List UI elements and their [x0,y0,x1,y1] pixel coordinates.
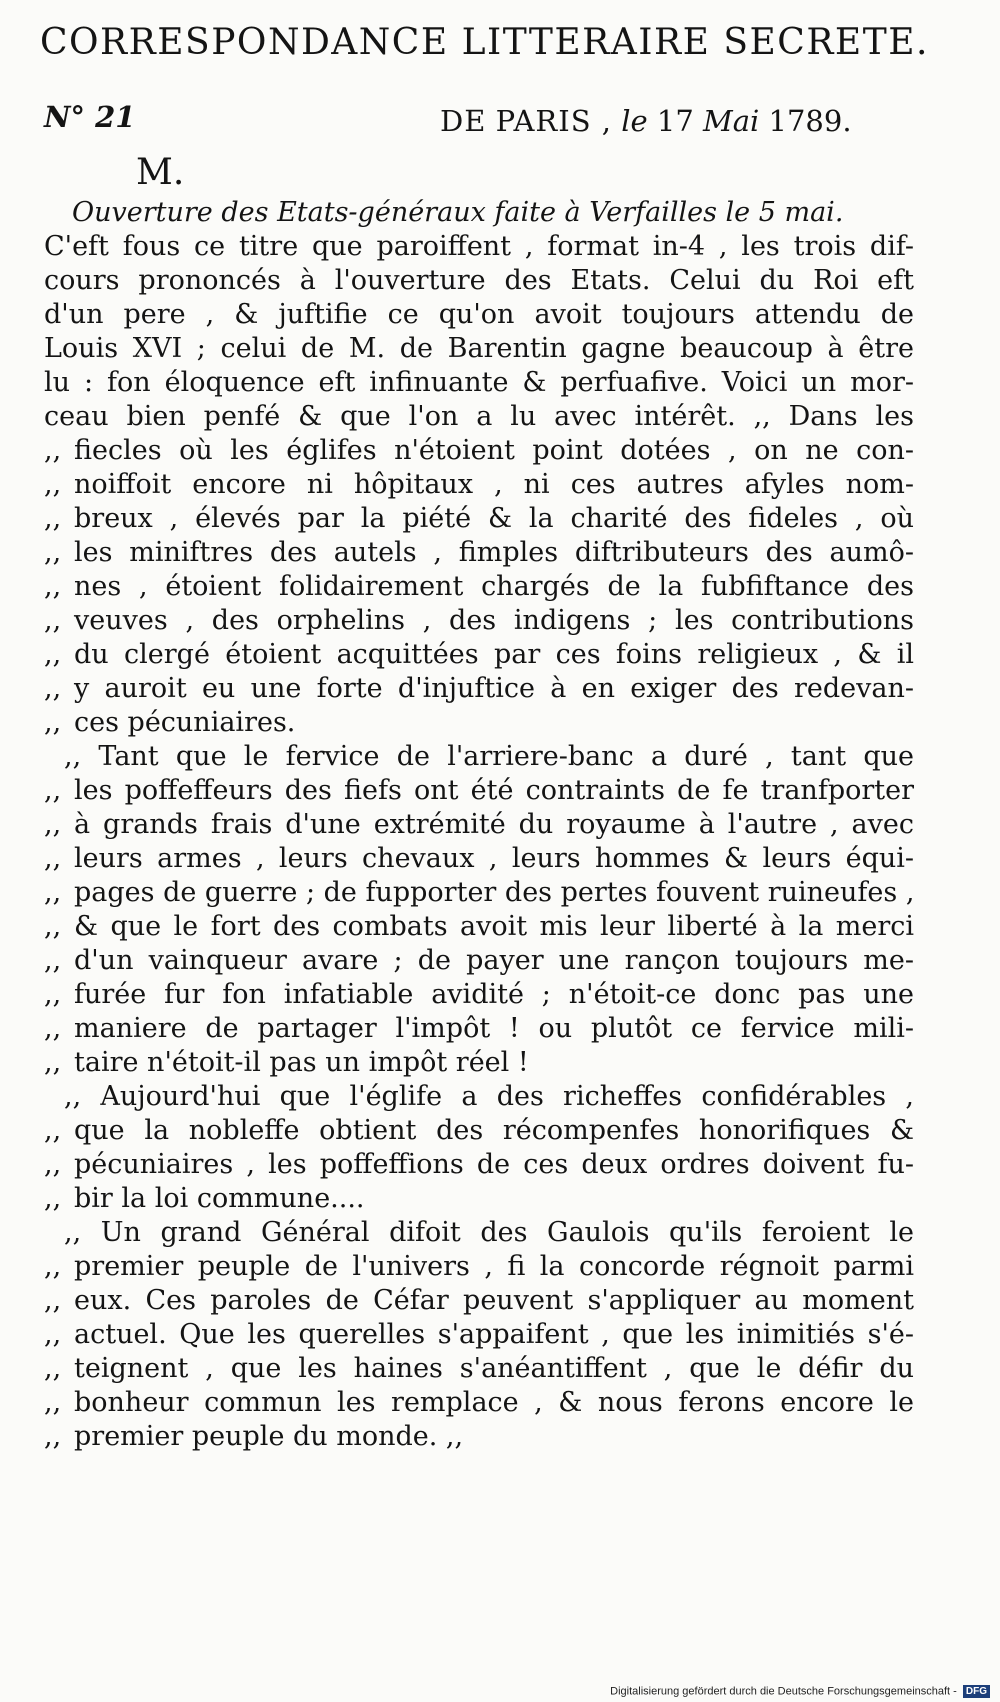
text-line [44,808,914,842]
line-text: premier peuple du monde. ,, [74,1421,464,1452]
line-text: leurs armes , leurs chevaux , leurs hommes & leurs équi- [74,843,914,874]
signature-letter: M. [136,152,185,193]
text-line [44,842,914,876]
dateline-city: PARIS , [495,104,613,138]
dateline-date: 17 [656,104,694,138]
article-body [44,196,914,1454]
quote-mark: ,, [44,1047,62,1078]
quote-mark: ,, [44,435,62,466]
quote-mark: ,, [44,911,62,942]
line-text: bir la loi commune.... [74,1183,365,1214]
line-text: pécuniaires , les poffeffions de ces deux ordres doivent fu- [74,1149,914,1180]
text-line [44,740,914,774]
line-text: d'un pere , & juftifie ce qu'on avoit toujours attendu de [44,299,914,330]
line-text: les miniftres des autels , fimples diftributeurs des aumô- [74,537,914,568]
text-line [44,570,914,604]
text-line [44,876,914,910]
line-text: ,, Un grand Général difoit des Gaulois qu'ils feroient le [64,1217,914,1248]
line-text: lu : fon éloquence eft infinuante & perfuafive. Voici un mor- [44,367,914,398]
line-text: Ouverture des Etats-généraux faite à Verfailles le 5 mai. [72,197,844,228]
quote-mark: ,, [44,503,62,534]
line-text: eux. Ces paroles de Céfar peuvent s'appliquer au moment [74,1285,914,1316]
line-text: ces pécuniaires. [74,707,296,738]
quote-mark: ,, [44,1387,62,1418]
line-text: furée fur fon infatiable avidité ; n'étoit-ce donc pas une [74,979,914,1010]
line-text: ceau bien penfé & que l'on a lu avec intérêt. ,, Dans les [44,401,914,432]
quote-mark: ,, [44,1149,62,1180]
line-text: C'eft fous ce titre que paroiffent , format in-4 , les trois dif- [44,231,914,262]
text-line [44,298,914,332]
line-text: Louis XVI ; celui de M. de Barentin gagne beaucoup à être [44,333,914,364]
line-text: que la nobleffe obtient des récompenfes honorifiques & [74,1115,914,1146]
text-line [44,1250,914,1284]
text-line [44,978,914,1012]
text-line [44,1284,914,1318]
line-text: pages de guerre ; de fupporter des pertes fouvent ruineufes , [74,877,914,908]
line-text: fiecles où les églifes n'étoient point dotées , on ne con- [74,435,914,466]
dateline-de: DE [440,104,487,138]
quote-mark: ,, [44,1013,62,1044]
line-text: noiffoit encore ni hôpitaux , ni ces autres afyles nom- [74,469,914,500]
line-text: y auroit eu une forte d'injuftice à en exiger des redevan- [74,673,914,704]
quote-mark: ,, [44,469,62,500]
quote-mark: ,, [44,775,62,806]
line-text: premier peuple de l'univers , fi la concorde régnoit parmi [74,1251,914,1282]
masthead-title: CORRESPONDANCE LITTERAIRE SECRETE. [40,22,929,63]
dateline [440,104,852,138]
quote-mark: ,, [44,571,62,602]
quote-mark: ,, [44,673,62,704]
digitization-credit [610,1685,990,1698]
text-line [44,910,914,944]
quote-mark: ,, [44,945,62,976]
line-text: veuves , des orphelins , des indigens ; les contributions [74,605,914,636]
line-text: breux , élevés par la piété & la charité des fideles , où [74,503,914,534]
quote-mark: ,, [44,707,62,738]
text-line [44,502,914,536]
line-text: teignent , que les haines s'anéantiffent , que le défir du [74,1353,914,1384]
text-line [44,774,914,808]
text-line [44,1386,914,1420]
credit-text: Digitalisierung gefördert durch die Deutsche Forschungsgemeinschaft - [610,1685,957,1698]
text-line [44,1012,914,1046]
quote-mark: ,, [44,809,62,840]
line-text: taire n'étoit-il pas un impôt réel ! [74,1047,529,1078]
dateline-month: Mai [703,104,760,138]
text-line [44,332,914,366]
line-text: actuel. Que les querelles s'appaifent , que les inimitiés s'é- [74,1319,914,1350]
text-line [44,434,914,468]
quote-mark: ,, [44,1421,62,1452]
text-line [44,400,914,434]
line-text: ,, Aujourd'hui que l'églife a des richeffes confidérables , [64,1081,914,1112]
line-text: & que le fort des combats avoit mis leur liberté à la merci [74,911,914,942]
quote-mark: ,, [44,1353,62,1384]
text-line [44,638,914,672]
quote-mark: ,, [44,1115,62,1146]
text-line [44,1148,914,1182]
line-text: cours prononcés à l'ouverture des Etats. Celui du Roi eft [44,265,914,296]
dateline-year: 1789. [768,104,852,138]
line-text: à grands frais d'une extrémité du royaume à l'autre , avec [74,809,914,840]
quote-mark: ,, [44,877,62,908]
line-text: du clergé étoient acquittées par ces foins religieux , & il [74,639,914,670]
quote-mark: ,, [44,843,62,874]
quote-mark: ,, [44,537,62,568]
line-text: les poffeffeurs des fiefs ont été contraints de fe tranfporter [74,775,914,806]
text-line [44,1420,914,1454]
quote-mark: ,, [44,605,62,636]
line-text: maniere de partager l'impôt ! ou plutôt ce fervice mili- [74,1013,914,1044]
issue-number: N° 21 [44,100,136,134]
quote-mark: ,, [44,639,62,670]
line-text: nes , étoient folidairement chargés de la fubfiftance des [74,571,914,602]
text-line [44,366,914,400]
text-line [44,672,914,706]
dateline-le: le [621,104,648,138]
text-line [44,706,914,740]
text-line [44,264,914,298]
text-line [44,536,914,570]
text-line [44,944,914,978]
text-line [44,1114,914,1148]
text-line [44,1318,914,1352]
line-text: bonheur commun les remplace , & nous ferons encore le [74,1387,914,1418]
text-line [44,1216,914,1250]
text-line [44,468,914,502]
text-line [44,1182,914,1216]
quote-mark: ,, [44,1183,62,1214]
text-line [44,1352,914,1386]
line-text: d'un vainqueur avare ; de payer une rançon toujours me- [74,945,914,976]
quote-mark: ,, [44,1319,62,1350]
dfg-logo: DFG [963,1685,990,1698]
quote-mark: ,, [44,1285,62,1316]
quote-mark: ,, [44,1251,62,1282]
quote-mark: ,, [44,979,62,1010]
line-text: ,, Tant que le fervice de l'arriere-banc a duré , tant que [64,741,914,772]
text-line [44,230,914,264]
text-line [44,1080,914,1114]
text-line [44,1046,914,1080]
text-line [44,604,914,638]
text-line [44,196,914,230]
